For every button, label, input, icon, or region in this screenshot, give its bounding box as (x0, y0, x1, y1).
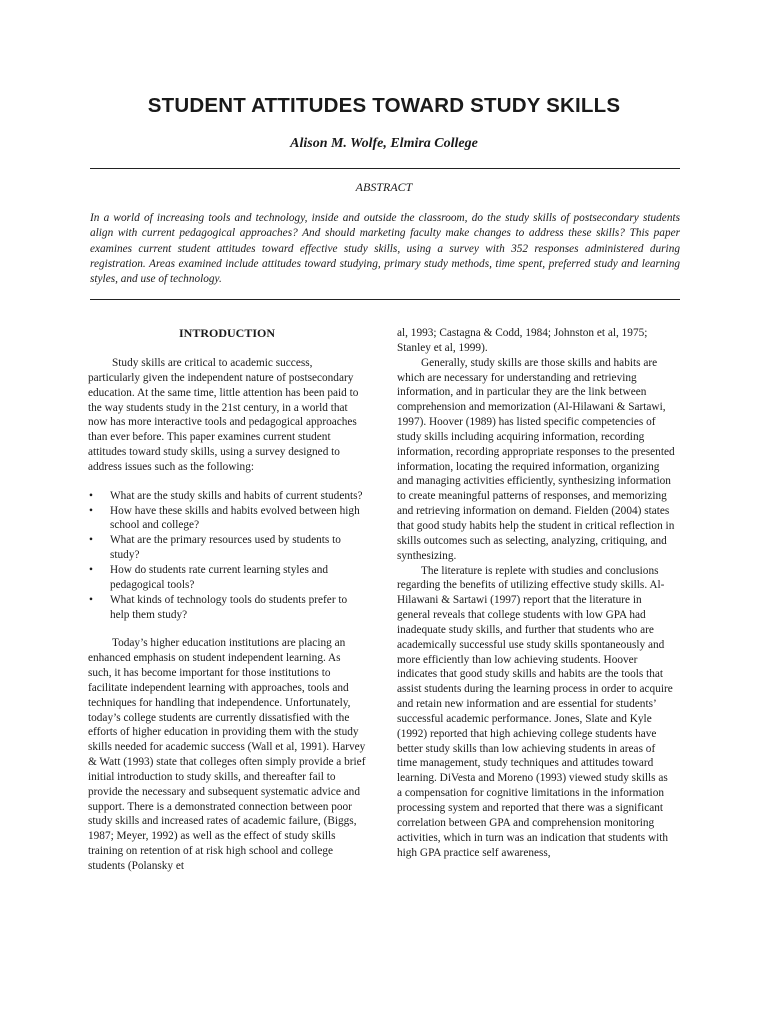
list-item: • How do students rate current learning styles and pedagogical tools? (89, 563, 329, 591)
intro-paragraph-2: Today’s higher education institutions are placing an enhanced emphasis on student independent learning. As such, it has become important for those institutions to facilitate independent learning with approaches, tools and techniques for handling that independence. Unfortunately, today’s college students are currently dissatisfied with the efforts of higher education in providing them with the study skills needed for academic success (Wall et al, 1991). Harvey & Watt (1993) state that colleges often simply provide a brief initial introduction to study skills, and thereafter fail to provide the necessary and subsequent systematic advice and support. There is a demonstrated connection between poor study skills and increased rates of academic failure, (Biggs, 1987; Meyer, 1992) as well as the effect of study skills training on retention of at risk high school and college students (Polansky et (88, 637, 366, 872)
bullet-icon: • (89, 534, 93, 547)
paper-title: STUDENT ATTITUDES TOWARD STUDY SKILLS (147, 94, 621, 117)
abstract-text: In a world of increasing tools and technology, inside and outside the classroom, do the study skills of postsecondary students align with current pedagogical approaches? And should marketing faculty make changes to address these skills? This paper examines current student attitudes toward effective study skills, using a survey with 352 responses administered during registration. Areas examined include attitudes toward studying, primary study methods, time spent, preferred study and learning styles, and use of technology. (90, 212, 680, 286)
intro-paragraph-1: Study skills are critical to academic success, particularly given the independent nature of postsecondary education. At the same time, little attention has been paid to the way students study in the 21st century, in a world that now has more interactive tools and pedagogical approaches than ever before. This paper examines current student attitudes toward study skills, using a survey designed to address issues such as the following: (88, 357, 359, 473)
left-column (88, 326, 366, 874)
introduction-heading: INTRODUCTION (178, 326, 275, 340)
continued-paragraph: al, 1993; Castagna & Codd, 1984; Johnston et al, 1975; Stanley et al, 1999). (397, 327, 648, 354)
bullet-icon: • (89, 593, 93, 606)
list-item: • How have these skills and habits evolved between high school and college? (89, 504, 360, 532)
bullet-icon: • (89, 489, 93, 502)
right-column (397, 326, 675, 860)
abstract-heading: ABSTRACT (355, 180, 413, 194)
abstract-divider (90, 299, 680, 300)
bullet-icon: • (89, 504, 93, 517)
list-item: • What are the primary resources used by students to study? (89, 534, 341, 562)
question-list (88, 489, 366, 623)
author-line: Alison M. Wolfe, Elmira College (290, 136, 478, 151)
bullet-icon: • (89, 563, 93, 576)
list-item: • What are the study skills and habits of current students? (89, 489, 363, 502)
top-divider (90, 168, 680, 169)
body-paragraph-1: Generally, study skills are those skills and habits are which are necessary for understanding and retrieving information, and in particular they are the link between comprehension and memorization (Al-Hilawani & Sartawi, 1997). Hoover (1989) has listed specific competencies of study skills including acquiring information, recording information, recording appropriate responses to the presented information, locating the required information, organizing and managing activities efficiently, synthesizing information to create meaningful patterns of responses, and memorizing and retrieving information on demand. Fielden (2004) states that good study habits help the student in critical reflection in skills outcomes such as selecting, analyzing, critiquing, and synthesizing. (397, 356, 675, 562)
body-paragraph-2: The literature is replete with studies and conclusions regarding the benefits of utilizing effective study skills. Al-Hilawani & Sartawi (1997) report that the literature in general reveals that college students with low GPA had inadequate study skills, and further that students who are academically successful use study skills spontaneously and more efficiently than low achieving students. Hoover indicates that good study skills and habits are the tools that assist students during the learning process in order to acquire and retain new information and are essential for students’ successful academic performance. Jones, Slate and Kyle (1992) reported that high achieving college students have better study skills than low achieving students in areas of time management, study techniques and attitudes toward learning. DiVesta and Moreno (1993) viewed study skills as a compensation for cognitive limitations in the information processing system and reported that there was a significant correlation between GPA and comprehension monitoring activities, which in turn was an indication that students with high GPA practice self awareness, (397, 564, 673, 859)
list-item: • What kinds of technology tools do students prefer to help them study? (89, 593, 348, 621)
